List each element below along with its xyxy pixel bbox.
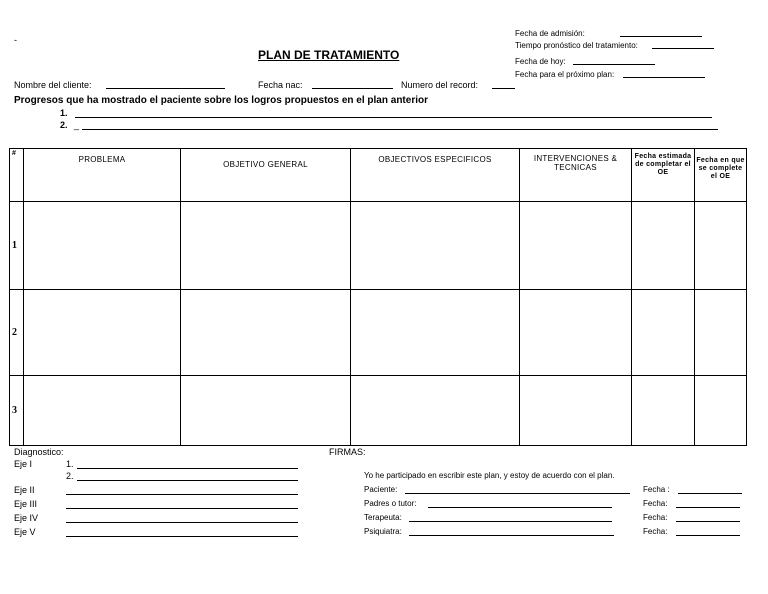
- parents-date-label: Fecha:: [643, 499, 668, 508]
- dash-mark: -: [14, 35, 17, 45]
- completed-date-cell[interactable]: [695, 290, 747, 376]
- parents-signature-label: Padres o tutor:: [364, 499, 417, 508]
- eje-1-item-2-field[interactable]: [77, 480, 298, 481]
- prognostic-time-label: Tiempo pronóstico del tratamiento:: [515, 41, 638, 50]
- treatment-plan-table: [9, 148, 747, 446]
- eje-5-field[interactable]: [66, 536, 298, 537]
- eje-3-label: Eje III: [14, 499, 38, 509]
- page-title: PLAN DE TRATAMIENTO: [258, 48, 400, 62]
- general-objective-cell[interactable]: [181, 202, 351, 290]
- eje-1-item-1-number: 1.: [66, 459, 74, 469]
- record-number-label: Numero del record:: [401, 80, 479, 90]
- problem-cell[interactable]: [24, 290, 181, 376]
- patient-date-field[interactable]: [678, 493, 742, 494]
- progress-item-2-field[interactable]: [82, 129, 718, 130]
- patient-date-label: Fecha :: [643, 485, 670, 494]
- prognostic-time-field[interactable]: [652, 48, 714, 49]
- next-plan-date-label: Fecha para el próximo plan:: [515, 70, 615, 79]
- admission-date-label: Fecha de admisión:: [515, 29, 585, 38]
- table-row: [10, 202, 747, 290]
- completed-date-cell[interactable]: [695, 376, 747, 446]
- progress-item-2-number: 2.: [60, 120, 68, 130]
- table-row: [10, 376, 747, 446]
- general-objective-cell[interactable]: [181, 376, 351, 446]
- diagnosis-label: Diagnostico:: [14, 447, 64, 457]
- eje-1-item-1-field[interactable]: [77, 468, 298, 469]
- signatures-label: FIRMAS:: [329, 447, 366, 457]
- psychiatrist-date-field[interactable]: [676, 535, 740, 536]
- eje-1-item-2-number: 2.: [66, 471, 74, 481]
- progress-item-1-field[interactable]: [75, 117, 712, 118]
- admission-date-field[interactable]: [620, 36, 702, 37]
- birthdate-label: Fecha nac:: [258, 80, 303, 90]
- psychiatrist-date-label: Fecha:: [643, 527, 668, 536]
- completed-date-cell[interactable]: [695, 202, 747, 290]
- client-name-field[interactable]: [106, 88, 225, 89]
- eje-5-label: Eje V: [14, 527, 36, 537]
- eje-4-label: Eje IV: [14, 513, 39, 523]
- signatures-statement: Yo he participado en escribir este plan, y estoy de acuerdo con el plan.: [364, 471, 615, 480]
- today-date-label: Fecha de hoy:: [515, 57, 566, 66]
- row-number: 1: [10, 202, 24, 290]
- birthdate-field[interactable]: [312, 88, 393, 89]
- estimated-date-cell[interactable]: [632, 202, 695, 290]
- estimated-date-cell[interactable]: [632, 376, 695, 446]
- header-interventions: INTERVENCIONES & TECNICAS: [520, 149, 632, 202]
- psychiatrist-signature-field[interactable]: [409, 535, 614, 536]
- table-header-row: [10, 149, 747, 202]
- therapist-signature-field[interactable]: [409, 521, 612, 522]
- interventions-cell[interactable]: [520, 376, 632, 446]
- interventions-cell[interactable]: [520, 290, 632, 376]
- interventions-cell[interactable]: [520, 202, 632, 290]
- table-row: [10, 290, 747, 376]
- problem-cell[interactable]: [24, 376, 181, 446]
- header-number: #: [10, 149, 24, 202]
- eje-2-label: Eje II: [14, 485, 35, 495]
- row-number: 2: [10, 290, 24, 376]
- eje-1-label: Eje I: [14, 459, 33, 469]
- parents-signature-field[interactable]: [428, 507, 612, 508]
- eje-4-field[interactable]: [66, 522, 298, 523]
- row-number: 3: [10, 376, 24, 446]
- progress-item-2-prefix: _: [74, 120, 80, 130]
- therapist-signature-label: Terapeuta:: [364, 513, 402, 522]
- parents-date-field[interactable]: [676, 507, 740, 508]
- record-number-field[interactable]: [492, 88, 515, 89]
- therapist-date-label: Fecha:: [643, 513, 668, 522]
- header-problem: PROBLEMA: [24, 149, 181, 202]
- specific-objectives-cell[interactable]: [351, 290, 520, 376]
- patient-signature-field[interactable]: [405, 493, 630, 494]
- header-estimated-date: Fecha estimada de completar el OE: [632, 149, 695, 202]
- today-date-field[interactable]: [573, 64, 655, 65]
- general-objective-cell[interactable]: [181, 290, 351, 376]
- eje-2-field[interactable]: [66, 494, 298, 495]
- estimated-date-cell[interactable]: [632, 290, 695, 376]
- psychiatrist-signature-label: Psiquiatra:: [364, 527, 402, 536]
- patient-signature-label: Paciente:: [364, 485, 398, 494]
- problem-cell[interactable]: [24, 202, 181, 290]
- header-specific-objectives: OBJECTIVOS ESPECIFICOS: [351, 149, 520, 202]
- eje-3-field[interactable]: [66, 508, 298, 509]
- progress-heading: Progresos que ha mostrado el paciente sobre los logros propuestos en el plan anterior: [14, 95, 428, 106]
- specific-objectives-cell[interactable]: [351, 376, 520, 446]
- header-general-objective: OBJETIVO GENERAL: [181, 149, 351, 202]
- therapist-date-field[interactable]: [676, 521, 740, 522]
- specific-objectives-cell[interactable]: [351, 202, 520, 290]
- header-completed-date: Fecha en que se complete el OE: [695, 149, 747, 202]
- client-name-label: Nombre del cliente:: [14, 80, 92, 90]
- progress-item-1-number: 1.: [60, 108, 68, 118]
- next-plan-date-field[interactable]: [623, 77, 705, 78]
